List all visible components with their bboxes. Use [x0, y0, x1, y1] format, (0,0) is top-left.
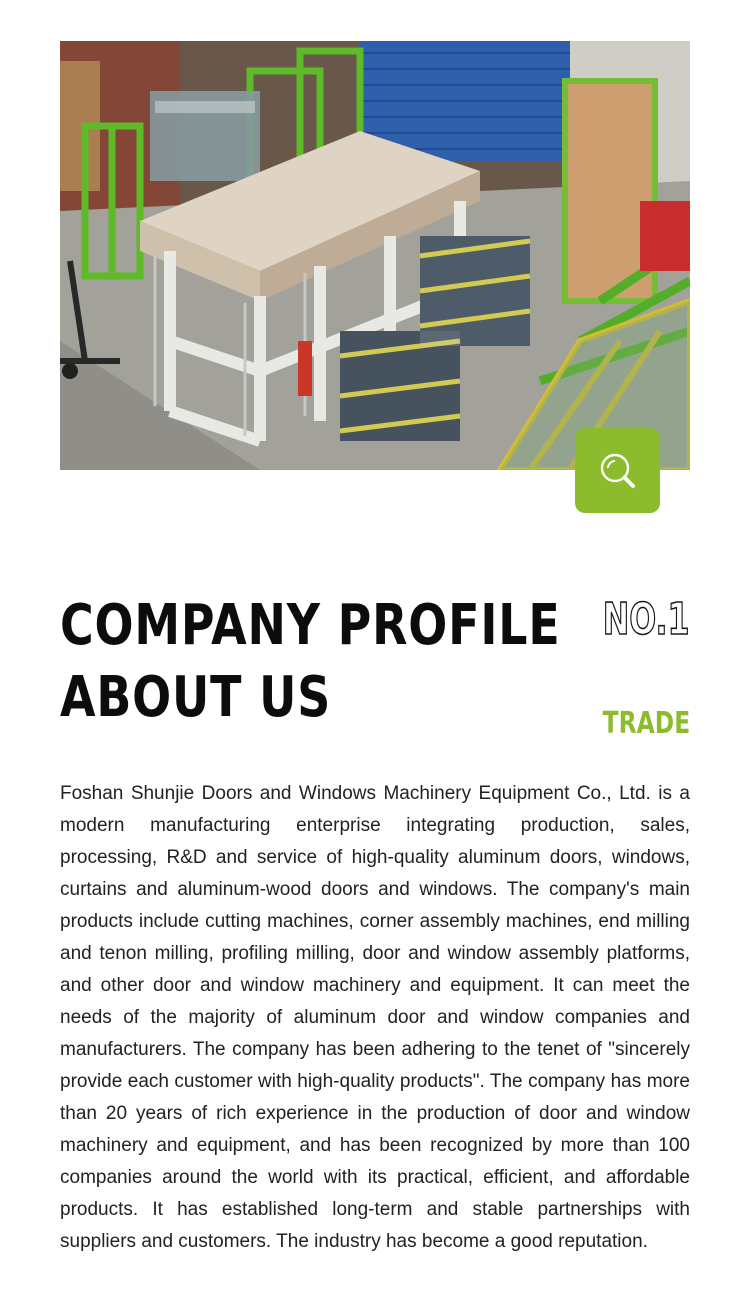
- title-line-about-us: ABOUT US: [60, 665, 332, 730]
- warehouse-photo: [60, 41, 690, 470]
- hero-photo: [60, 41, 690, 470]
- title-line-company-profile: COMPANY PROFILE: [60, 593, 561, 658]
- search-icon: [598, 451, 638, 491]
- search-badge[interactable]: [575, 428, 660, 513]
- company-description: Foshan Shunjie Doors and Windows Machinery Equipment Co., Ltd. is a modern manufacturing enterprise integrating production, sales, processing, R&D and service of high-quality aluminum doors, windows, curtains and aluminum-wood doors and windows. The company's main products include cutting machines, corner assembly machines, end milling and tenon milling, profiling milling, door and window assembly platforms, and other door and window machinery and equipment. It can meet the needs of the majority of aluminum door and window companies and manufacturers. The company has been adhering to the tenet of "sincerely provide each customer with high-quality products". The company has more than 20 years of rich experience in the production of door and window machinery and equipment, and has been recognized by more than 100 companies around the world with its practical, efficient, and affordable products. It has established long-term and stable partnerships with suppliers and customers. The industry has become a good reputation.: [60, 783, 690, 1252]
- trade-tag: TRADE: [602, 706, 690, 741]
- rank-label: NO.1: [603, 594, 690, 645]
- page-title: [60, 590, 580, 734]
